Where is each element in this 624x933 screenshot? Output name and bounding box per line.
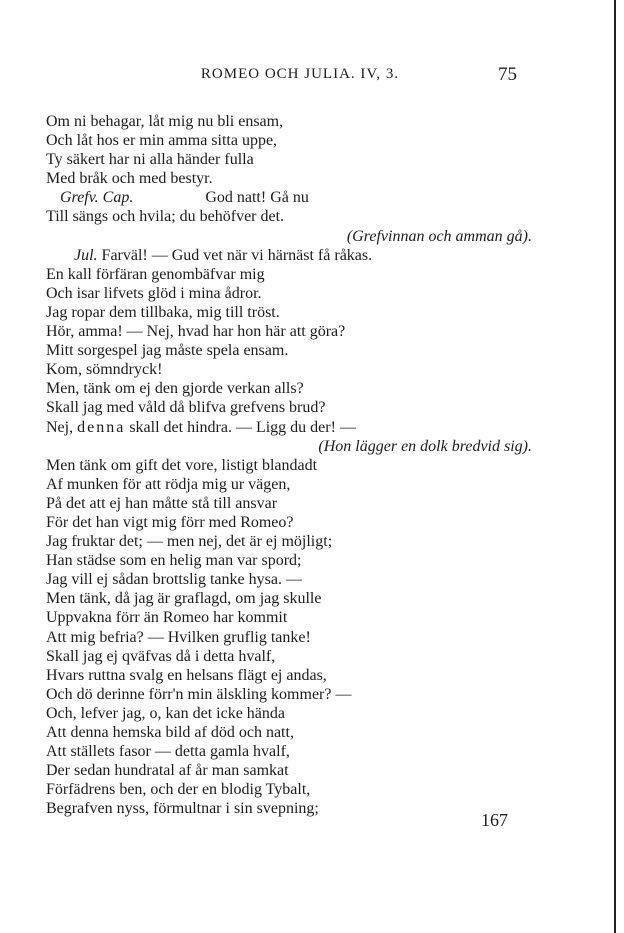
verse-line: Skall jag med våld då blifva grefvens brud? (46, 399, 326, 417)
running-title: ROMEO OCH JULIA. IV, 3. (200, 66, 400, 82)
verse-line: Och, lefver jag, o, kan det icke hända (46, 704, 286, 722)
verse-line: Kom, sömndryck! (46, 361, 163, 379)
verse-line: Der sedan hundratal af år man samkat (46, 762, 289, 780)
verse-line: Och låt hos er min amma sitta uppe, (46, 132, 278, 150)
verse-line: Att denna hemska bild af död och natt, (46, 724, 294, 741)
verse-line: Mitt sorgespel jag måste spela ensam. (46, 342, 289, 360)
speech-text: Nej, (46, 418, 74, 436)
verse-line: På det att ej han måtte stå till ansvar (46, 494, 278, 512)
verse-line: Skall jag ej qväfvas då i detta hvalf, (46, 647, 276, 665)
page-number: 75 (498, 64, 517, 85)
verse-line: Och isar lifvets glöd i mina ådror. (46, 284, 262, 302)
speech-text: skall det hindra. — Ligg du der! — (129, 418, 356, 436)
verse-line: För det han vigt mig förr med Romeo? (46, 513, 294, 531)
speech-text: Farväl! — Gud vet när vi härnäst få råkas. (101, 246, 373, 264)
verse-line: Begrafven nyss, förmultnar i sin svepning; (46, 800, 319, 818)
verse-line: Men tänk, då jag är graflagd, om jag skulle (46, 590, 322, 608)
verse-line: Hör, amma! — Nej, hvad har hon här att göra? (46, 323, 346, 341)
verse-line: En kall förfäran genombäfvar mig (46, 265, 265, 283)
verse-line: Till sängs och hvila; du behöfver det. (46, 208, 285, 226)
page-edge-rule (614, 0, 616, 933)
verse-line: Jag vill ej sådan brottslig tanke hysa. — (46, 571, 302, 589)
verse-line-with-speaker (46, 246, 536, 265)
verse-line: Om ni behagar, låt mig nu bli ensam, (46, 113, 284, 130)
verse-line: Ty säkert har ni alla händer fulla (46, 151, 254, 169)
speech-text: God natt! Gå nu (205, 189, 309, 207)
verse-line: Och dö derinne förr'n min älskling kommer? — (46, 685, 352, 703)
verse-line: Att ställets fasor — detta gamla hvalf, (46, 743, 290, 761)
verse-line: Förfädrens ben, och der en blodig Tybalt, (46, 781, 311, 799)
stage-direction: (Hon lägger en dolk bredvid sig). (318, 437, 532, 455)
stage-direction: (Grefvinnan och amman gå). (346, 227, 532, 245)
verse-line (46, 418, 536, 437)
speaker-name: Jul. (74, 246, 98, 264)
verse-line: Jag ropar dem tillbaka, mig till tröst. (46, 303, 280, 321)
signature-number: 167 (481, 810, 508, 830)
verse-line: Jag fruktar det; — men nej, det är ej möjligt; (46, 533, 333, 551)
verse-line: Med bråk och med bestyr. (46, 170, 213, 188)
verse-line: Men tänk om gift det vore, listigt blandadt (46, 456, 318, 474)
emphasized-word: denna (77, 418, 126, 436)
verse-line: Han städse som en helig man var spord; (46, 552, 302, 570)
verse-line: Att mig befria? — Hvilken gruflig tanke! (46, 628, 311, 646)
verse-line: Af munken för att rödja mig ur vägen, (46, 475, 291, 493)
verse-block (46, 112, 536, 818)
verse-line: Uppvakna förr än Romeo har kommit (46, 609, 288, 627)
speaker-name: Grefv. Cap. (60, 189, 134, 207)
verse-line: Hvars ruttna svalg en helsans flägt ej andas, (46, 666, 327, 684)
verse-line: Men, tänk om ej den gjorde verkan alls? (46, 380, 304, 398)
verse-line-with-speaker (46, 188, 536, 207)
